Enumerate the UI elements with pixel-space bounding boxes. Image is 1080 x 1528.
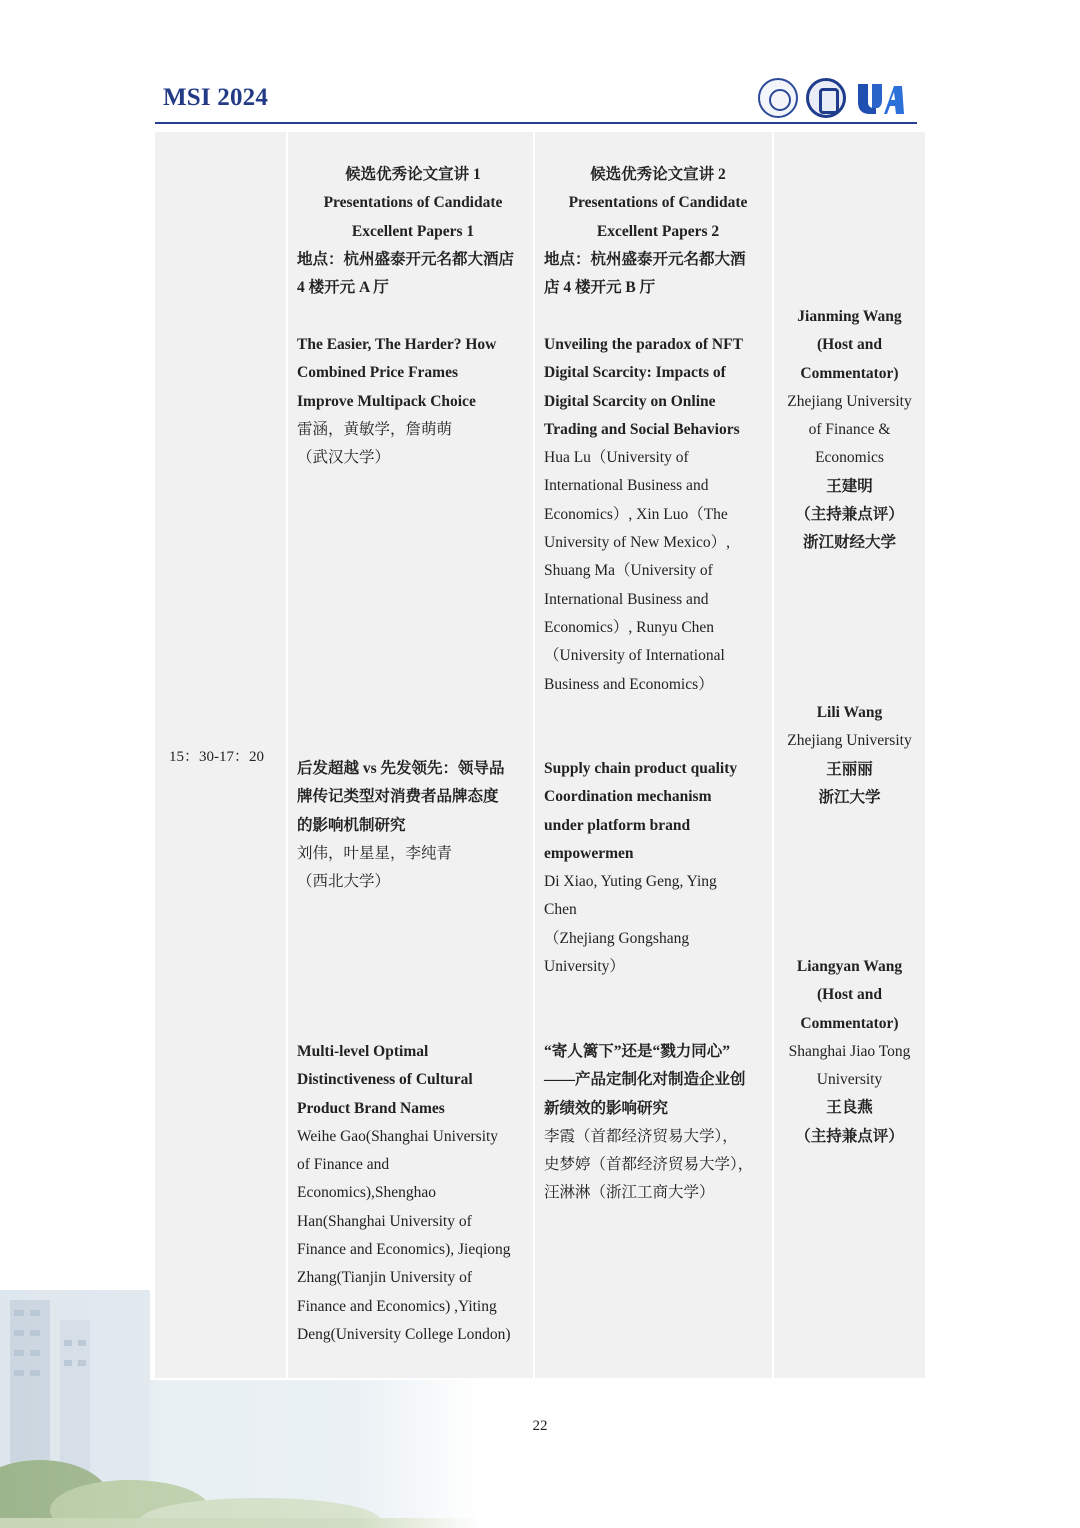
host-affiliation: University — [816, 1071, 883, 1089]
host-affiliation: Shanghai Jiao Tong — [788, 1042, 911, 1060]
paper-authors: 史梦婷（首都经济贸易大学）， — [544, 1156, 754, 1174]
paper-authors: International Business and — [544, 477, 709, 495]
room-a-header — [297, 161, 529, 302]
university-emblem-icon — [806, 78, 846, 118]
paper-authors: Shuang Ma（University of — [544, 562, 713, 580]
host-entry — [774, 699, 925, 812]
paper-title: Supply chain product quality — [544, 760, 738, 777]
room-b-column — [535, 132, 771, 1378]
room-venue: 店 4 楼开元 B 厅 — [544, 279, 656, 297]
paper-authors: Weihe Gao(Shanghai University — [297, 1127, 499, 1145]
paper-authors: （武汉大学） — [297, 449, 391, 467]
host-role: Commentator) — [800, 1014, 899, 1032]
host-affiliation-cn: 浙江大学 — [818, 788, 881, 806]
paper-authors: Business and Economics） — [544, 675, 714, 693]
paper-title: Distinctiveness of Cultural — [297, 1071, 473, 1089]
room-title-en: Excellent Papers 1 — [351, 222, 475, 240]
paper-entry — [297, 331, 529, 472]
paper-title: under platform brand — [544, 816, 691, 834]
paper-authors: Di Xiao, Yuting Geng, Ying — [544, 873, 717, 891]
host-role: Commentator) — [800, 364, 899, 382]
paper-authors: Chen — [544, 901, 577, 919]
paper-entry — [297, 755, 529, 896]
paper-entry — [297, 1038, 529, 1349]
paper-title: Trading and Social Behaviors — [544, 420, 740, 438]
paper-title: The Easier, The Harder? How — [297, 336, 497, 353]
paper-authors: Zhang(Tianjin University of — [297, 1269, 473, 1287]
paper-entry — [544, 755, 772, 981]
room-title-cn: 候选优秀论文宣讲 2 — [590, 166, 726, 183]
paper-authors: Finance and Economics) ,Yiting — [297, 1297, 497, 1315]
university-seal-icon — [758, 78, 798, 118]
room-title-en: Presentations of Candidate — [323, 194, 503, 212]
host-role: (Host and — [816, 986, 883, 1004]
paper-title: 新绩效的影响研究 — [544, 1099, 669, 1117]
paper-title: Digital Scarcity: Impacts of — [544, 364, 726, 382]
paper-title: “寄人篱下”还是“戮力同心” — [544, 1043, 731, 1060]
host-entry — [774, 303, 925, 558]
room-venue: 4 楼开元 A 厅 — [297, 279, 389, 297]
paper-title: Multi-level Optimal — [297, 1043, 429, 1060]
schedule-table — [155, 132, 925, 1378]
paper-title: 牌传记类型对消费者品牌态度 — [297, 788, 499, 806]
host-name: Liangyan Wang — [796, 958, 903, 975]
room-a-column — [288, 132, 532, 1378]
paper-authors: Economics）, Runyu Chen — [544, 618, 715, 636]
paper-title: 后发超越 vs 先发领先：领导品 — [297, 760, 505, 777]
room-title-en: Presentations of Candidate — [568, 194, 748, 212]
paper-title: Improve Multipack Choice — [297, 392, 476, 410]
paper-authors: Hua Lu（University of — [544, 449, 689, 467]
paper-title: Unveiling the paradox of NFT — [544, 336, 743, 353]
host-name-cn: 王良燕 — [826, 1099, 873, 1117]
paper-title: ——产品定制化对制造企业创 — [544, 1071, 746, 1089]
ua-logo-icon — [854, 80, 906, 116]
host-role-cn: （主持兼点评） — [795, 1127, 904, 1145]
paper-authors: （西北大学） — [297, 873, 391, 891]
room-venue: 地点：杭州盛泰开元名都大酒店 — [297, 250, 515, 268]
host-column — [774, 132, 925, 1378]
host-name: Jianming Wang — [797, 308, 902, 325]
header-logos — [758, 76, 906, 120]
page-number: 22 — [532, 1418, 548, 1434]
host-role: (Host and — [816, 336, 883, 354]
paper-authors: University of New Mexico）, — [544, 534, 730, 552]
header-rule — [155, 122, 917, 124]
paper-authors: （University of International — [544, 647, 725, 665]
paper-authors: （Zhejiang Gongshang — [544, 929, 690, 947]
paper-title: Digital Scarcity on Online — [544, 392, 716, 410]
paper-authors: Economics),Shenghao — [297, 1184, 437, 1202]
host-name-cn: 王建明 — [826, 477, 873, 495]
host-entry — [774, 953, 925, 1151]
paper-authors: of Finance and — [297, 1156, 390, 1174]
page-header-title: MSI 2024 — [163, 84, 269, 111]
host-affiliation: Economics — [815, 449, 884, 467]
paper-title: Combined Price Frames — [297, 364, 458, 382]
host-affiliation: of Finance & — [808, 421, 891, 439]
paper-entry — [544, 331, 772, 699]
time-column — [155, 132, 286, 1378]
paper-authors: Han(Shanghai University of — [297, 1212, 472, 1230]
paper-authors: University） — [544, 958, 625, 976]
paper-authors: 刘伟，叶星星，李纯青 — [297, 844, 453, 862]
paper-authors: 雷涵，黄敏学，詹萌萌 — [297, 420, 453, 438]
host-role-cn: （主持兼点评） — [795, 506, 904, 524]
paper-authors: 李霞（首都经济贸易大学）， — [544, 1127, 738, 1145]
room-b-header — [544, 161, 772, 302]
room-title-cn: 候选优秀论文宣讲 1 — [345, 166, 481, 183]
session-time: 15：30-17：20 — [169, 749, 264, 765]
paper-authors: Finance and Economics), Jieqiong — [297, 1241, 511, 1259]
paper-title: 的影响机制研究 — [297, 816, 406, 834]
paper-title: empowermen — [544, 844, 634, 862]
paper-authors: 汪淋淋（浙江工商大学） — [544, 1184, 715, 1202]
paper-authors: International Business and — [544, 590, 709, 608]
paper-entry — [544, 1038, 772, 1208]
room-venue: 地点：杭州盛泰开元名都大酒 — [544, 250, 746, 268]
host-name-cn: 王丽丽 — [826, 760, 873, 778]
host-affiliation: Zhejiang University — [787, 392, 912, 410]
host-name: Lili Wang — [816, 704, 883, 721]
paper-authors: Deng(University College London) — [297, 1325, 511, 1343]
paper-authors: Economics）, Xin Luo（The — [544, 505, 728, 523]
host-affiliation: Zhejiang University — [787, 732, 912, 750]
paper-title: Product Brand Names — [297, 1099, 445, 1117]
host-affiliation-cn: 浙江财经大学 — [802, 534, 896, 552]
paper-title: Coordination mechanism — [544, 788, 712, 806]
room-title-en: Excellent Papers 2 — [596, 222, 720, 240]
